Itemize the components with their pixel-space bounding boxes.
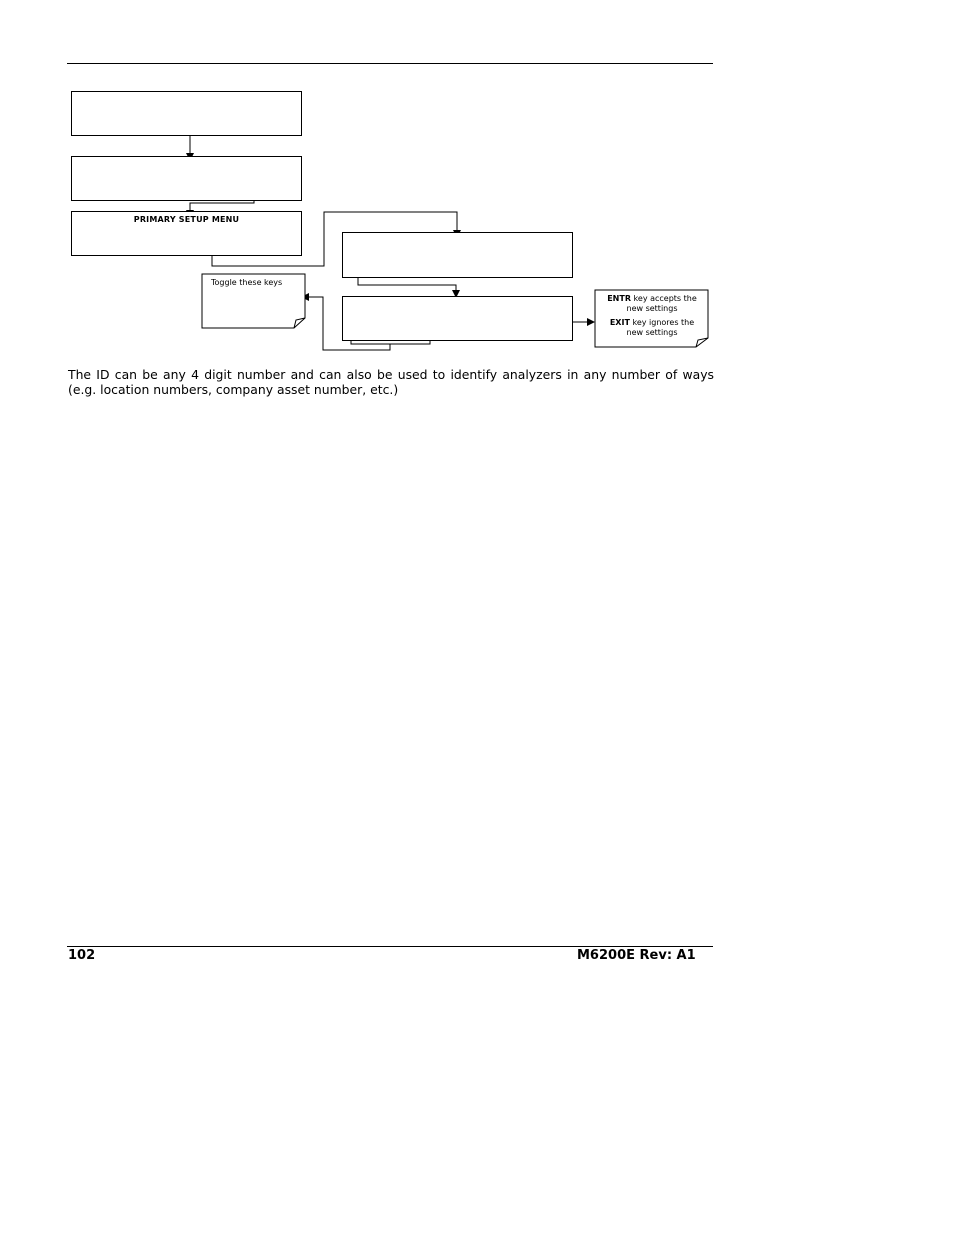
exit-key-label: EXIT [609,318,630,327]
toggle-note-text: Toggle these keys [211,278,283,287]
exit-note-line2: new settings [626,328,678,337]
entr-note-line1: ENTR key accepts the [607,294,697,303]
doc-revision: M6200E Rev: A1 [577,948,696,963]
exit-note-line1: EXIT key ignores the [609,318,695,327]
entr-key-label: ENTR [607,294,631,303]
entr-exit-note [597,294,707,338]
page-number: 102 [68,948,96,963]
entr-note-line2: new settings [626,304,678,313]
toggle-note-shape [0,0,954,400]
primary-setup-menu-label: PRIMARY SETUP MENU [133,215,240,224]
body-paragraph: The ID can be any 4 digit number and can also be used to identify analyzers in any number of ways (e.g. location numbers, company asset number, etc.) [68,367,714,397]
footer-rule [67,946,713,947]
